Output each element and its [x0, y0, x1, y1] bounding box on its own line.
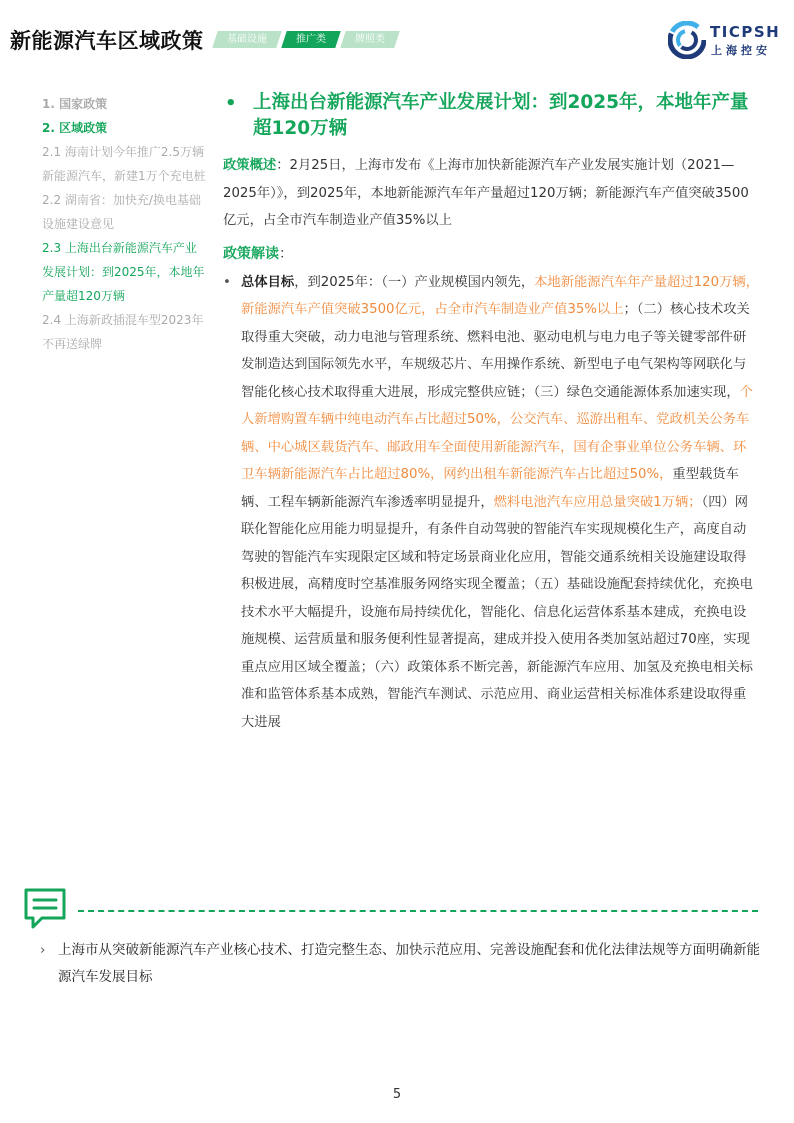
goals-highlight-2: 个人新增购置车辆中纯电动汽车占比超过50%，公交汽车、巡游出租车、党政机关公务车辆、中心城区载货汽车、邮政用车全面使用新能源汽车，国有企事业单位公务车辆、环卫车辆新能源汽车占比超过80%，网约出租车新能源汽车占比超过50%， — [241, 384, 753, 482]
section-headline — [223, 90, 759, 142]
page-number: 5 — [392, 1087, 402, 1102]
interpretation-heading — [223, 241, 759, 267]
page-title: 新能源汽车区域政策 — [10, 29, 204, 53]
goals-highlight-1: 本地新能源汽车年产量超过120万辆，新能源汽车产值突破3500亿元，占全市汽车制造业产值35%以上 — [241, 274, 759, 317]
chevron-right-icon: › — [40, 942, 46, 958]
tag-label: 推广类 — [296, 34, 326, 45]
goals-text-2: ；（二）核心技术攻关取得重大突破，动力电池与管理系统、燃料电池、驱动电机与电力电子等关键零部件研发制造达到国际领先水平，车规级芯片、车用操作系统、新型电子电气架构等网联化与智能化核心技术取得重大进展，形成完整供应链；（三）绿色交通能源体系加速实现， — [241, 302, 750, 400]
overall-goals-text — [241, 269, 759, 737]
goals-text-4: （四）网联化智能化应用能力明显提升，有条件自动驾驶的智能汽车实现规模化生产，高度自动驾驶的智能汽车实现限定区域和特定场景商业化应用，智能交通系统相关设施建设取得积极进展，高精度时空基准服务网络实现全覆盖；（五）基础设施配套持续优化，充换电技术水平大幅提升，设施布局持续优化，智能化、信息化运营体系基本建成，充换电设施规模、运营质量和服务便利性显著提高，建成并投入使用各类加氢站超过70座，实现重点应用区域全覆盖；（六）政策体系不断完善，新能源汽车应用、加氢及充换电相关标准和监管体系基本成熟，智能汽车测试、示范应用、商业运营相关标准体系建设取得重大进展 — [241, 494, 753, 730]
nav-item-hainan[interactable]: 2.1 海南计划今年推广2.5万辆新能源汽车，新建1万个充电桩 — [42, 145, 206, 183]
summary-divider — [78, 910, 758, 912]
interpretation-label: 政策解读 — [223, 245, 279, 262]
nav-item-national-policy[interactable]: 1. 国家政策 — [42, 97, 108, 111]
overview-label: 政策概述 — [223, 158, 277, 173]
company-logo — [668, 20, 786, 60]
headline-text: 上海出台新能源汽车产业发展计划：到2025年，本地年产量超120万辆 — [253, 92, 749, 139]
page-header — [0, 0, 794, 80]
goals-lead: 总体目标 — [241, 274, 295, 290]
overview-text: ：2月25日，上海市发布《上海市加快新能源汽车产业发展实施计划（2021—2025年）》，到2025年，本地新能源汽车年产量超过120万辆；新能源汽车产值突破3500亿元，占全市汽车制造业产值35%以上 — [223, 158, 749, 228]
tag-infrastructure[interactable] — [212, 31, 282, 48]
goals-text-1: ，到2025年：（一）产业规模国内领先， — [294, 274, 535, 290]
tag-label: 基础设施 — [227, 34, 267, 45]
ticpsh-logo-icon — [668, 21, 706, 59]
list-bullet: • — [223, 274, 231, 290]
nav-item-shanghai-phev[interactable]: 2.4 上海新政插混车型2023年不再送绿牌 — [42, 313, 204, 351]
tag-license[interactable] — [340, 31, 400, 48]
main-content — [223, 90, 759, 736]
chat-bubble-icon — [22, 886, 68, 932]
logo-text-cn: 上海控安 — [711, 44, 771, 57]
tag-promotion[interactable] — [281, 31, 341, 48]
summary-text: 上海市从突破新能源汽车产业核心技术、打造完整生态、加快示范应用、完善设施配套和优化法律法规等方面明确新能源汽车发展目标 — [58, 942, 760, 985]
nav-item-shanghai-plan[interactable]: 2.3 上海出台新能源汽车产业发展计划：到2025年，本地年产量超120万辆 — [42, 241, 205, 303]
interpretation-colon: ： — [279, 245, 293, 262]
goals-text-3: 重型载货车辆、工程车辆新能源汽车渗透率明显提升， — [241, 467, 739, 510]
nav-item-hunan[interactable]: 2.2 湖南省：加快充/换电基础设施建设意见 — [42, 193, 201, 231]
goals-highlight-3: 燃料电池汽车应用总量突破1万辆； — [493, 494, 702, 510]
overall-goals-item — [223, 269, 759, 737]
tag-label: 牌照类 — [355, 34, 385, 45]
table-of-contents — [42, 92, 207, 356]
summary-note — [40, 937, 760, 991]
nav-item-regional-policy[interactable]: 2. 区域政策 — [42, 121, 108, 135]
category-tags — [215, 31, 397, 48]
policy-overview — [223, 152, 759, 235]
logo-text-en: TICPSH — [710, 23, 781, 41]
headline-bullet: • — [225, 93, 237, 114]
